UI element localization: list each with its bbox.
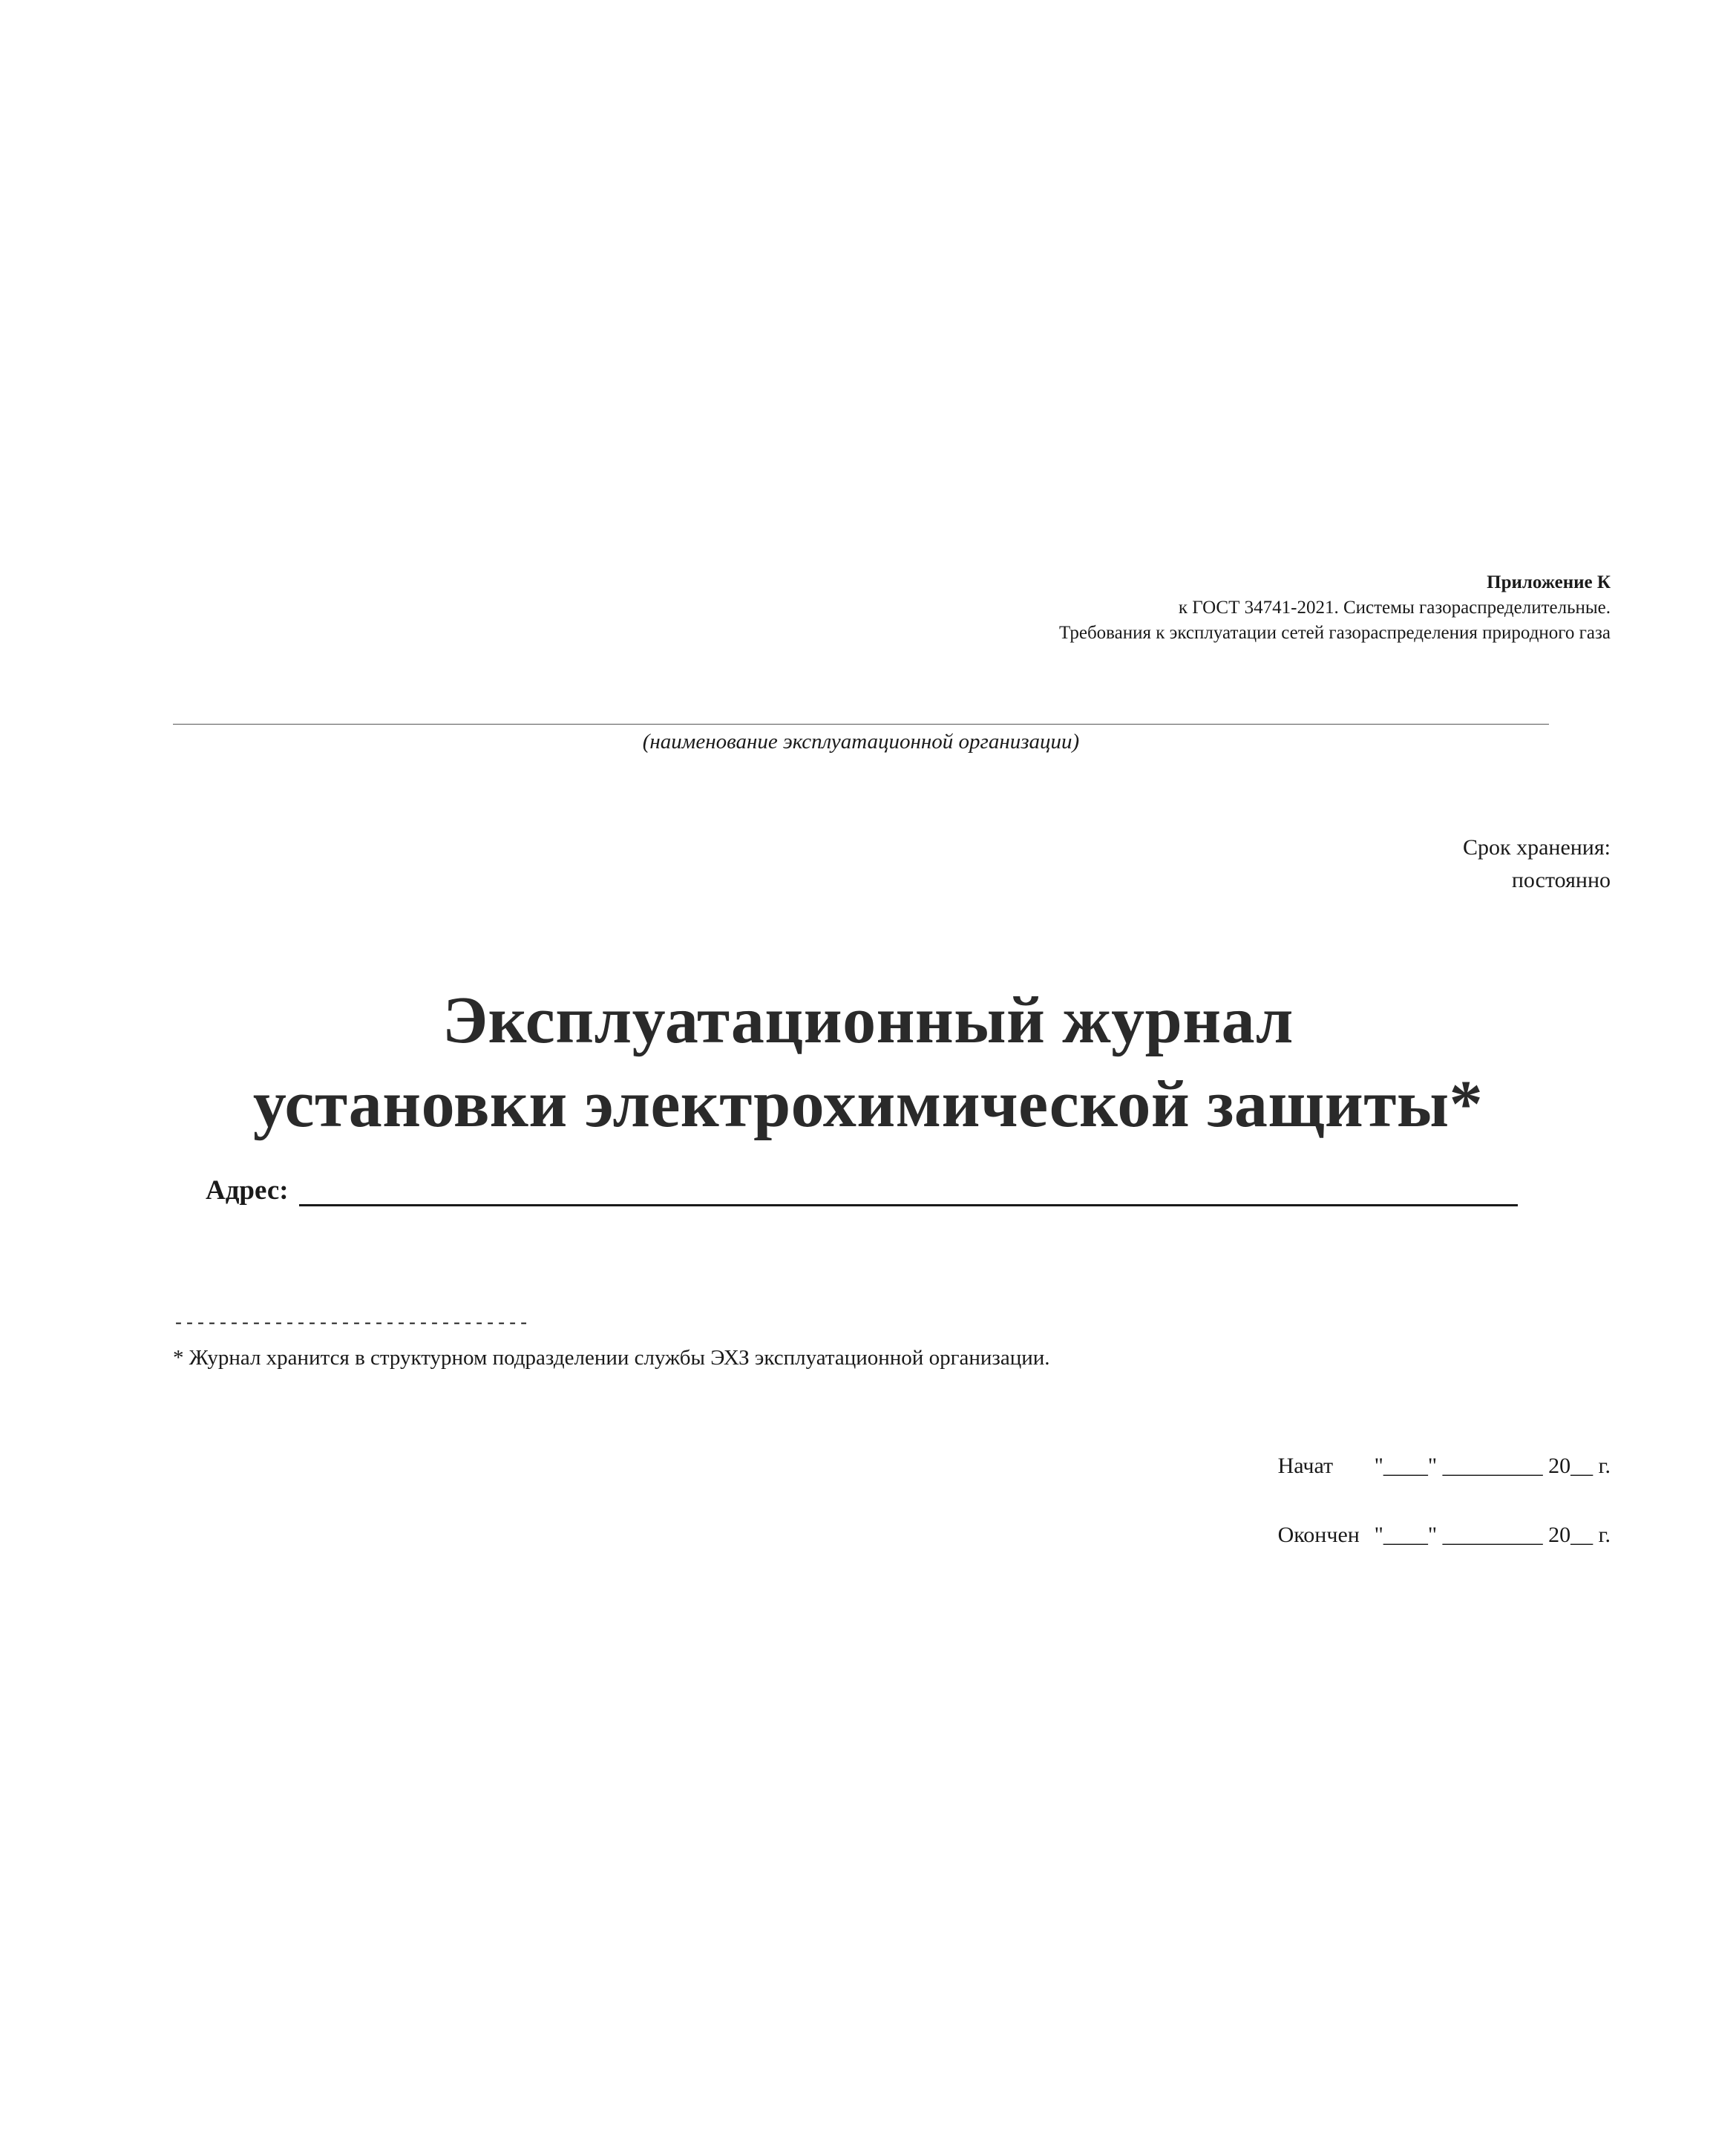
- address-row: [206, 1162, 1518, 1206]
- date-ended-value: "____" _________ 20__ г.: [1374, 1523, 1611, 1547]
- appendix-header: [1059, 570, 1611, 646]
- appendix-line-2: Требования к эксплуатации сетей газораспределения природного газа: [1059, 623, 1611, 643]
- storage-period: [1463, 831, 1611, 897]
- dates-block: [1165, 1451, 1611, 1589]
- title-line-2: установки электрохимической защиты*: [252, 1068, 1484, 1141]
- date-ended-label: Окончен: [1277, 1523, 1360, 1547]
- organization-name-line: [173, 724, 1549, 725]
- date-started-value: "____" _________ 20__ г.: [1374, 1454, 1611, 1478]
- appendix-line-1: к ГОСТ 34741-2021. Системы газораспределительные.: [1178, 598, 1611, 618]
- appendix-title: Приложение К: [1487, 572, 1611, 592]
- date-started-row: [1165, 1451, 1611, 1481]
- footnote-separator: --------------------------------: [173, 1313, 530, 1334]
- title-line-1: Эксплуатационный журнал: [442, 984, 1294, 1057]
- organization-caption: (наименование эксплуатационной организации): [642, 730, 1080, 754]
- address-fill-line: [299, 1170, 1518, 1206]
- storage-label: Срок хранения:: [1462, 835, 1611, 860]
- address-label: Адрес:: [206, 1175, 289, 1206]
- date-ended-row: [1165, 1520, 1611, 1550]
- document-title: [0, 978, 1736, 1146]
- storage-value: постоянно: [1511, 868, 1611, 892]
- date-started-label: Начат: [1277, 1454, 1334, 1478]
- footnote-text: * Журнал хранится в структурном подразделении службы ЭХЗ эксплуатационной организации.: [173, 1346, 1050, 1370]
